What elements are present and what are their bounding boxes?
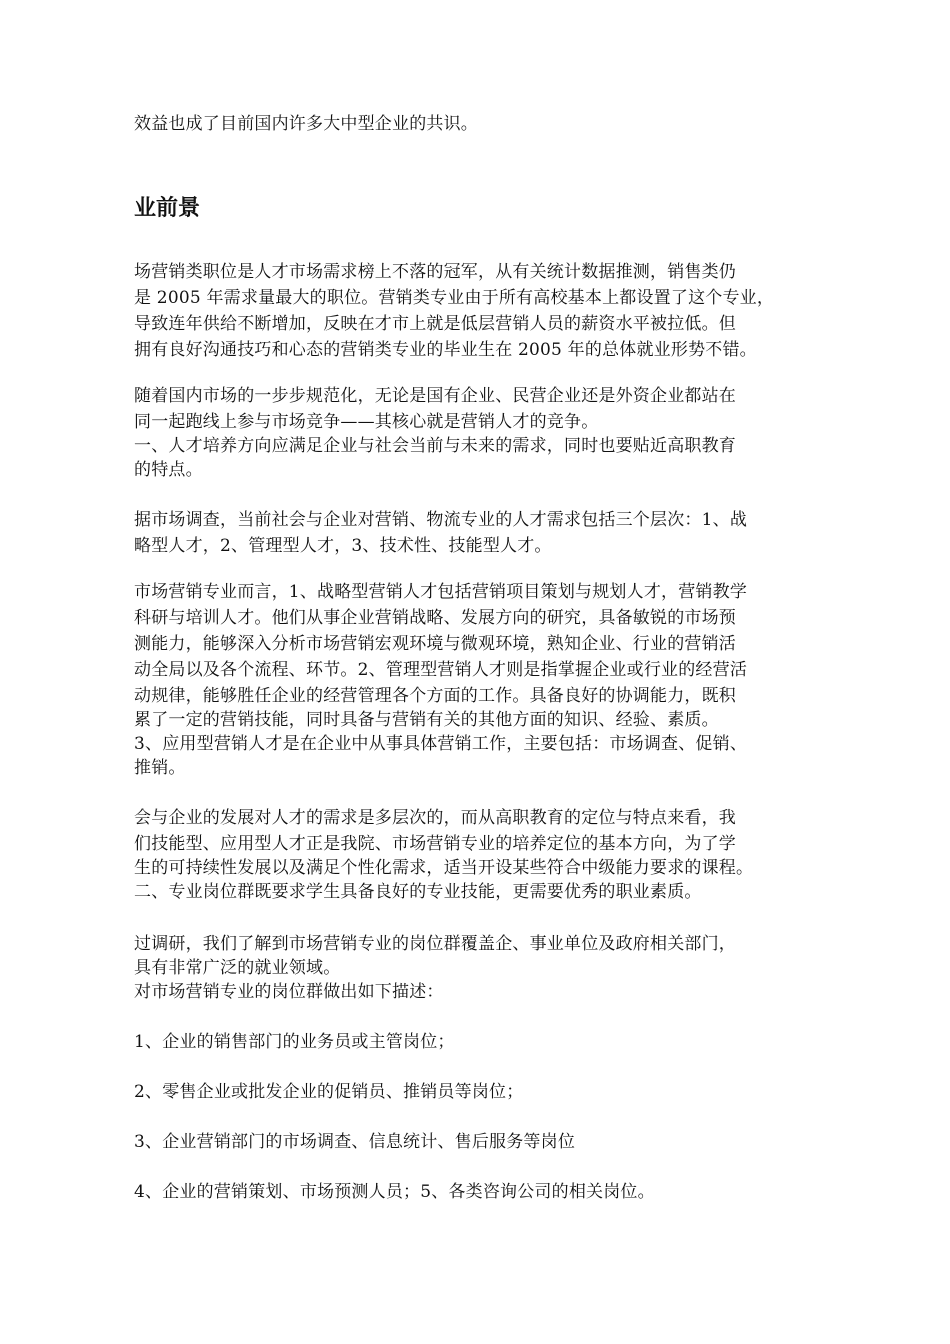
section-heading: 业前景 [134, 196, 201, 221]
para5-line: 们技能型、应用型人才正是我院、市场营销专业的培养定位的基本方向，为了学 [134, 834, 736, 854]
para1-line: 导致连年供给不断增加，反映在才市上就是低层营销人员的薪资水平被拉低。但 [134, 314, 736, 334]
list-item: 1、企业的销售部门的业务员或主管岗位； [134, 1032, 455, 1052]
para4-line: 推销。 [134, 758, 186, 778]
para1-line: 是 2005 年需求量最大的职位。营销类专业由于所有高校基本上都设置了这个专业， [134, 288, 775, 308]
para3-line: 据市场调查，当前社会与企业对营销、物流专业的人才需求包括三个层次：1、战 [134, 510, 748, 530]
list-item: 4、企业的营销策划、市场预测人员；5、各类咨询公司的相关岗位。 [134, 1182, 655, 1202]
para4-line: 动全局以及各个流程、环节。2、管理型营销人才则是指掌握企业或行业的经营活 [134, 660, 748, 680]
para2-line: 同一起跑线上参与市场竞争——其核心就是营销人才的竞争。 [134, 412, 599, 432]
para3-line: 略型人才，2、管理型人才，3、技术性、技能型人才。 [134, 536, 552, 556]
para4-line: 动规律，能够胜任企业的经营管理各个方面的工作。具备良好的协调能力，既积 [134, 686, 736, 706]
para4-line: 累了一定的营销技能，同时具备与营销有关的其他方面的知识、经验、素质。 [134, 710, 719, 730]
intro-line: 效益也成了目前国内许多大中型企业的共识。 [134, 114, 478, 134]
para2-line: 一、人才培养方向应满足企业与社会当前与未来的需求，同时也要贴近高职教育 [134, 436, 736, 456]
para6-line: 对市场营销专业的岗位群做出如下描述： [134, 982, 444, 1002]
para5-line: 会与企业的发展对人才的需求是多层次的，而从高职教育的定位与特点来看，我 [134, 808, 736, 828]
list-item: 3、企业营销部门的市场调查、信息统计、售后服务等岗位 [134, 1132, 576, 1152]
list-item: 2、零售企业或批发企业的促销员、推销员等岗位； [134, 1082, 524, 1102]
para1-line: 拥有良好沟通技巧和心态的营销类专业的毕业生在 2005 年的总体就业形势不错。 [134, 340, 757, 360]
para4-line: 测能力，能够深入分析市场营销宏观环境与微观环境，熟知企业、行业的营销活 [134, 634, 736, 654]
para2-line: 的特点。 [134, 460, 203, 480]
para5-line: 二、专业岗位群既要求学生具备良好的专业技能，更需要优秀的职业素质。 [134, 882, 702, 902]
para4-line: 3、应用型营销人才是在企业中从事具体营销工作，主要包括：市场调查、促销、 [134, 734, 748, 754]
para4-line: 科研与培训人才。他们从事企业营销战略、发展方向的研究，具备敏锐的市场预 [134, 608, 736, 628]
para5-line: 生的可持续性发展以及满足个性化需求，适当开设某些符合中级能力要求的课程。 [134, 858, 754, 878]
para2-line: 随着国内市场的一步步规范化，无论是国有企业、民营企业还是外资企业都站在 [134, 386, 736, 406]
para6-line: 具有非常广泛的就业领域。 [134, 958, 341, 978]
para4-line: 市场营销专业而言，1、战略型营销人才包括营销项目策划与规划人才，营销教学 [134, 582, 748, 602]
para6-line: 过调研，我们了解到市场营销专业的岗位群覆盖企、事业单位及政府相关部门， [134, 934, 736, 954]
para1-line: 场营销类职位是人才市场需求榜上不落的冠军，从有关统计数据推测，销售类仍 [134, 262, 736, 282]
